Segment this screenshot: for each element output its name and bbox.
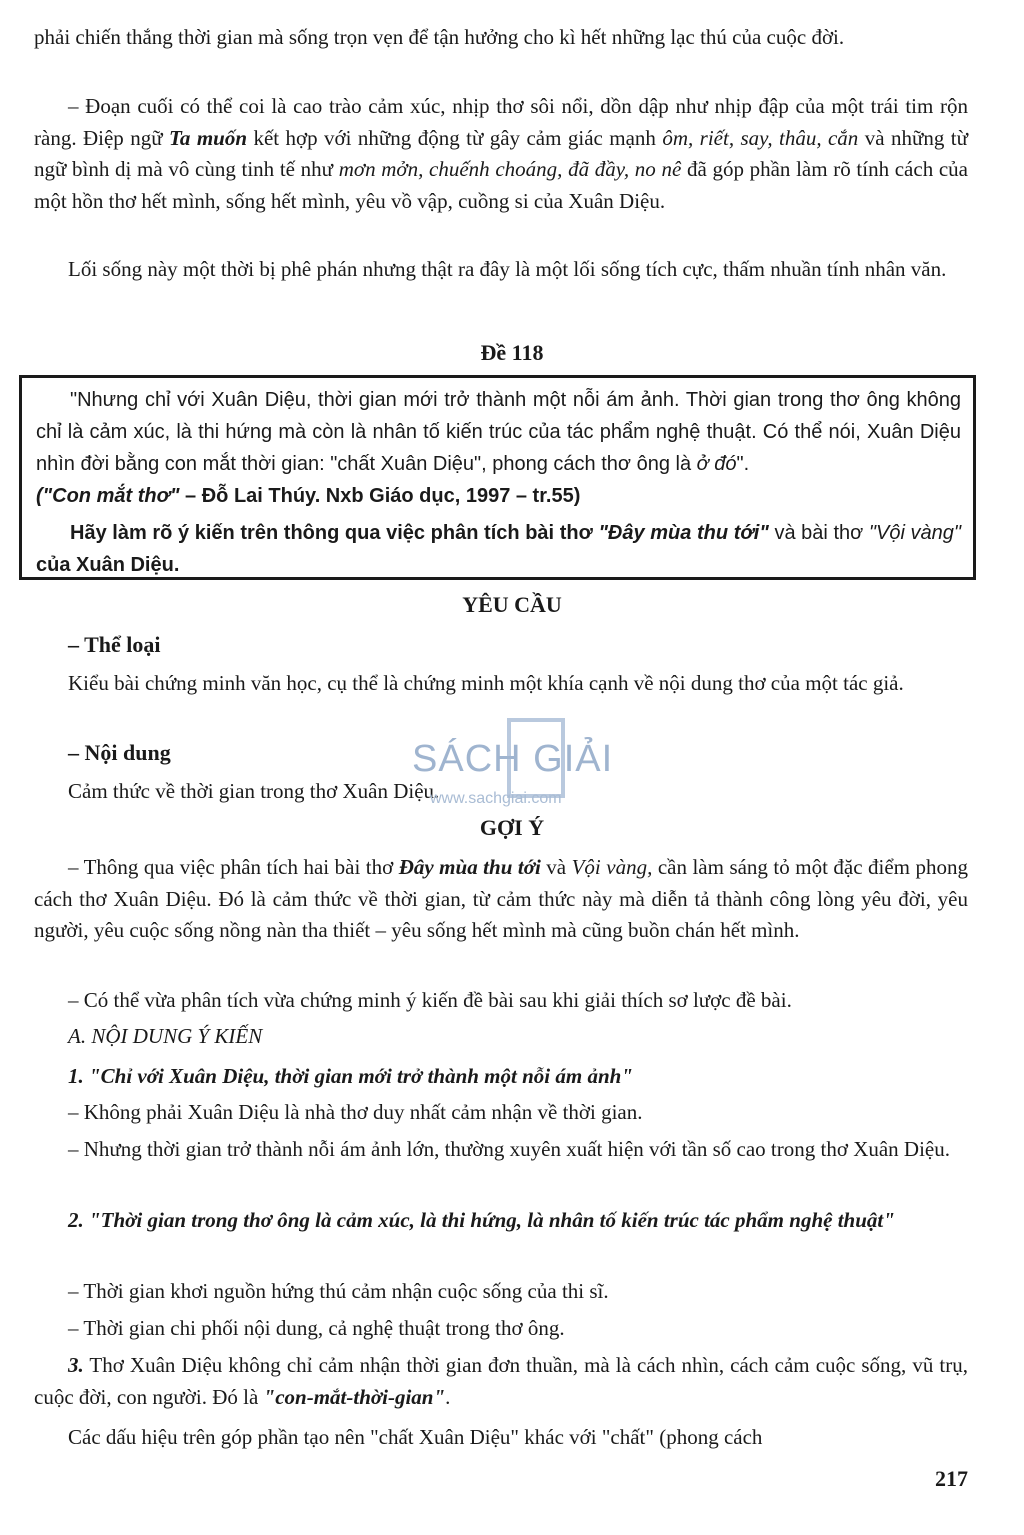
text-run-italic: "Vội vàng" [868, 522, 961, 544]
text-run-italic: ôm, riết, say, thâu, cắn [662, 125, 859, 150]
text-run: đã góp phần làm rõ tính cách của một hồn thơ hết mình, sống hết mình, yêu vồ vập, cuồng si của Xuân Diệu. [34, 157, 968, 213]
paragraph-goi-y-1 [34, 852, 968, 947]
watermark-url: www.sachgiai.com [430, 790, 562, 807]
text-run: kết hợp với những động từ gây cảm giác mạnh [247, 125, 663, 150]
paragraph-text: Kiểu bài chứng minh văn học, cụ thể là chứng minh một khía cạnh về nội dung thơ của một tác giả. [68, 671, 904, 695]
text-run-italic: Vội vàng, [571, 855, 653, 879]
text-run: và bài thơ [768, 522, 869, 544]
paragraph-goi-y-2 [34, 985, 968, 1017]
paragraph-last [34, 1422, 968, 1454]
sachgiai-watermark [412, 716, 632, 816]
text-run: "Nhưng chỉ với Xuân Diệu, thời gian mới trở thành một nỗi ám ảnh. Thời gian trong thơ ông không chỉ là cảm xúc, là thi hứng mà còn là nhân tố kiến trúc của tác phẩm nghệ thuật. Có thể nói, Xuân Diệu nhìn đời bằng con mắt thời gian: "chất Xuân Diệu", phong cách thơ ông là [36, 389, 961, 475]
paragraph-text: Cảm thức về thời gian trong thơ Xuân Diệu. [68, 779, 440, 803]
text-run-italic: Đây mùa thu tới [398, 855, 541, 879]
item-1-point-1: – Không phải Xuân Diệu là nhà thơ duy nhất cảm nhận về thời gian. [68, 1100, 643, 1124]
paragraph-intro [34, 22, 968, 54]
paragraph-loi-song [34, 254, 968, 286]
item-2-point-2: – Thời gian chi phối nội dung, cả nghệ thuật trong thơ ông. [68, 1316, 565, 1340]
item-title: "Thời gian trong thơ ông là cảm xúc, là thi hứng, là nhân tố kiến trúc tác phẩm nghệ thuật" [89, 1208, 895, 1232]
item-number: 2. [68, 1208, 84, 1232]
text-run-italic: ở đó [696, 453, 737, 475]
paragraph-text: Lối sống này một thời bị phê phán nhưng thật ra đây là một lối sống tích cực, thấm nhuần tính nhân văn. [68, 257, 947, 281]
text-run-italic: mơn mởn, chuếnh choáng, đã đầy, no nê [338, 157, 682, 181]
section-a-heading: A. NỘI DUNG Ý KIẾN [68, 1024, 263, 1048]
text-run-italic: ("Con mắt thơ" [36, 485, 180, 507]
text-run: ". [736, 453, 750, 475]
sub-heading-the-loai: – Thể loại [68, 632, 161, 657]
paragraph-text: – Nhưng thời gian trở thành nỗi ám ảnh lớn, thường xuyên xuất hiện với tần số cao trong thơ Xuân Diệu. [68, 1137, 950, 1161]
page-number: 217 [935, 1466, 968, 1491]
exam-title: Đề 118 [480, 340, 544, 365]
item-2-heading [34, 1205, 968, 1237]
text-run-italic: Ta muốn [169, 125, 248, 150]
task-paragraph [36, 517, 961, 581]
text-run: của Xuân Diệu. [36, 554, 180, 576]
item-title: "Chỉ với Xuân Diệu, thời gian mới trở thành một nỗi ám ảnh" [89, 1064, 633, 1088]
item-2-point-1: – Thời gian khơi nguồn hứng thú cảm nhận cuộc sống của thi sĩ. [68, 1279, 609, 1303]
text-run: cần làm sáng tỏ một đặc điểm phong cách thơ Xuân Diệu. Đó là cảm thức về thời gian, từ cảm thức này mà diễn tả thành công lòng yêu đời, yêu người, yêu cuộc sống nồng nàn tha thiết – yêu sống hết mình mà cũng buồn chán hết mình. [34, 855, 969, 942]
text-run: – Đỗ Lai Thúy. Nxb Giáo dục, 1997 – tr.55) [179, 485, 581, 507]
item-1-point-2 [34, 1134, 968, 1166]
item-number: 1. [68, 1064, 84, 1088]
text-run: – Thông qua việc phân tích hai bài thơ [68, 855, 399, 879]
item-1-heading [68, 1061, 968, 1093]
text-run: . [445, 1384, 451, 1409]
quote-box [19, 375, 976, 580]
section-heading-yeu-cau: YÊU CẦU [462, 592, 562, 617]
sub-heading-noi-dung: – Nội dung [68, 740, 171, 765]
watermark-brand: SÁCH GIẢI [412, 738, 614, 780]
paragraph-text: – Có thể vừa phân tích vừa chứng minh ý kiến đề bài sau khi giải thích sơ lược đề bài. [68, 988, 792, 1012]
quote-source [36, 480, 961, 512]
text-run: – Đoạn cuối có thể coi là cao trào cảm xúc, nhịp thơ sôi nổi, dồn dập như nhịp đập của một trái tim rộn ràng. Điệp ngữ [34, 94, 968, 150]
text-run: và những từ ngữ bình dị mà vô cùng tinh tế như [34, 125, 968, 181]
paragraph-the-loai [34, 668, 968, 700]
paragraph-text: phải chiến thắng thời gian mà sống trọn vẹn để tận hưởng cho kì hết những lạc thú của cuộc đời. [34, 25, 845, 49]
text-run: Hãy làm rõ ý kiến trên thông qua việc phân tích bài thơ [70, 522, 599, 544]
text-run-italic: "Đây mùa thu tới" [598, 522, 769, 544]
text-run: Thơ Xuân Diệu không chỉ cảm nhận thời gian đơn thuần, mà là cách nhìn, cách cảm cuộc sống, vũ trụ, cuộc đời, con người. Đó là [34, 1353, 968, 1409]
paragraph-text: Các dấu hiệu trên góp phần tạo nên "chất Xuân Diệu" khác với "chất" (phong cách [68, 1425, 763, 1449]
quote-paragraph [36, 384, 961, 480]
item-3-paragraph [34, 1350, 968, 1413]
paragraph-doan-cuoi [34, 91, 968, 217]
text-run: và [540, 855, 572, 879]
section-heading-goi-y: GỢI Ý [479, 815, 545, 840]
item-number: 3. [68, 1353, 84, 1377]
text-run-italic: "con-mắt-thời-gian" [263, 1384, 446, 1409]
